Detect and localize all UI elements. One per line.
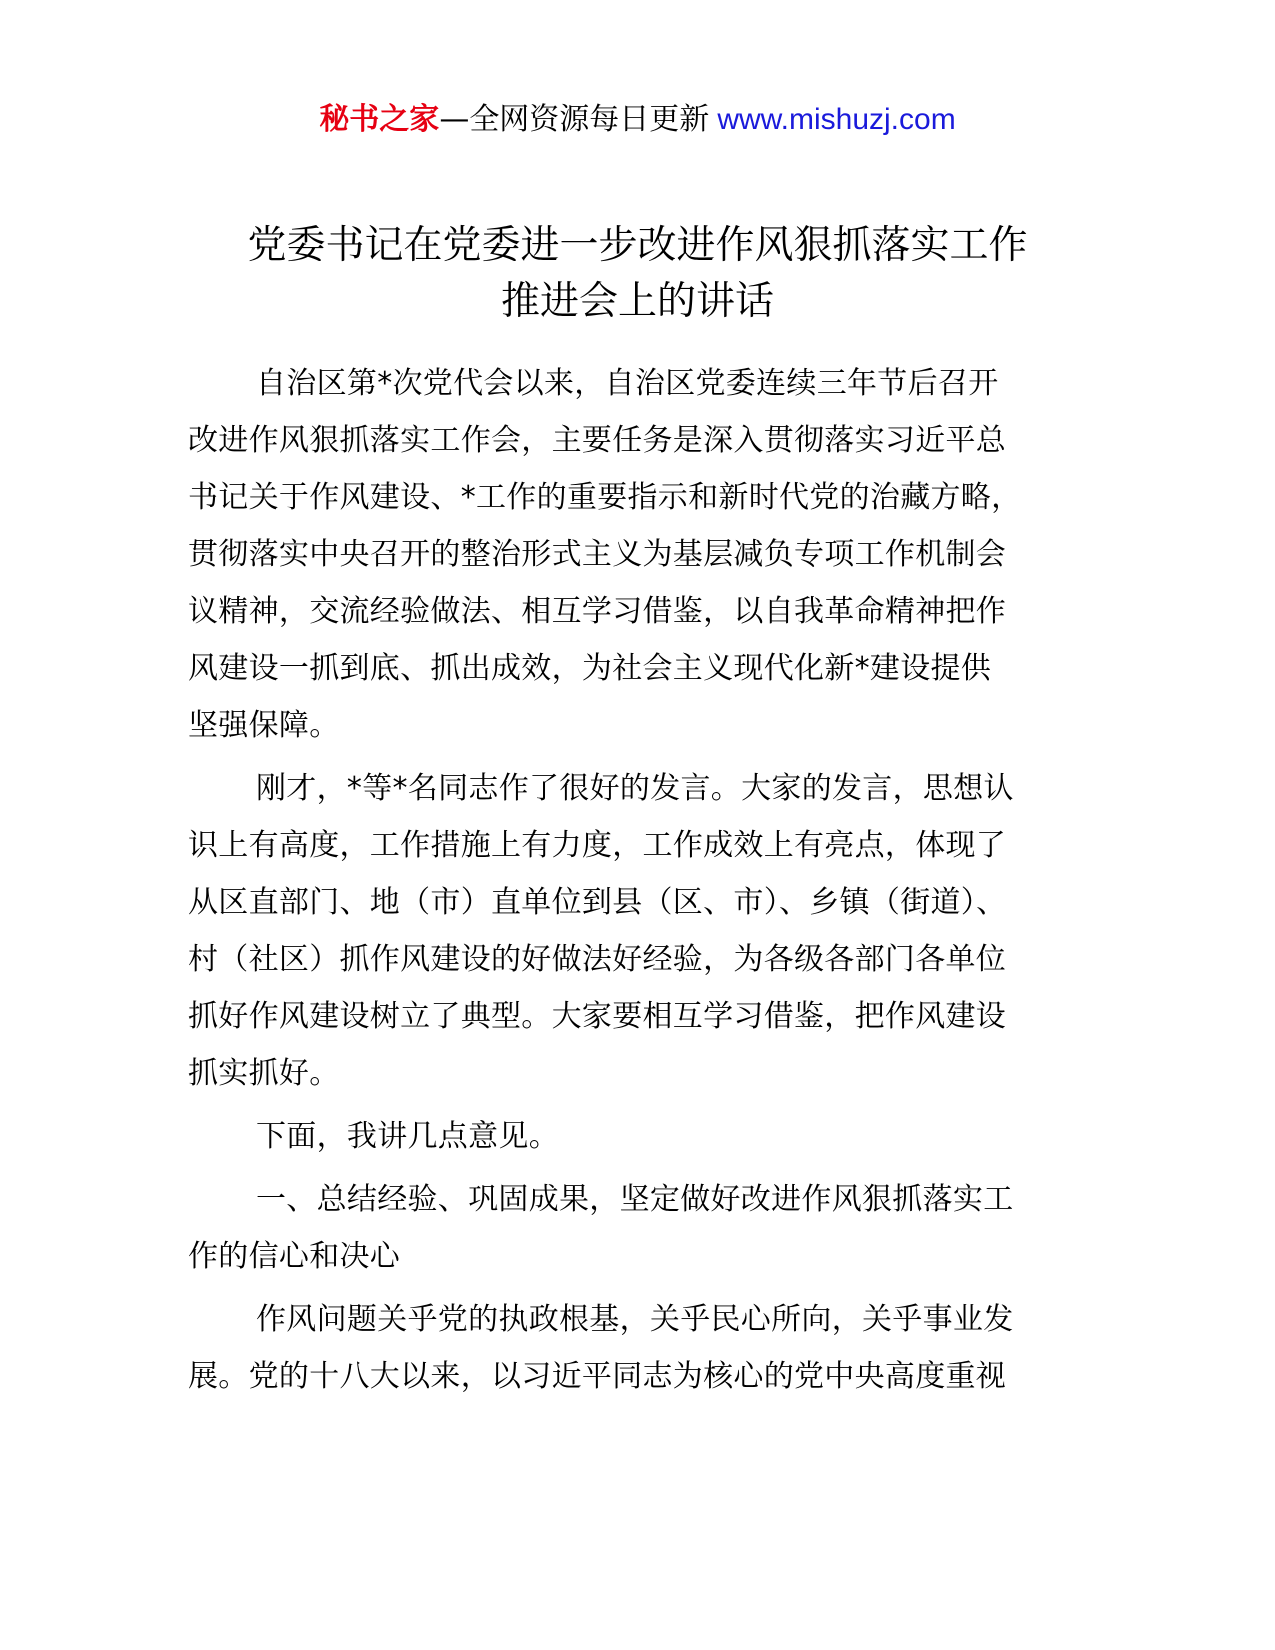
document-body bbox=[188, 355, 1108, 1411]
text-line: 一、总结经验、巩固成果，坚定做好改进作风狠抓落实工 bbox=[256, 1182, 1014, 1217]
text-line: 从区直部门、地（市）直单位到县（区、市）、乡镇（街道）、 bbox=[188, 885, 1007, 920]
text-line: 书记关于作风建设、*工作的重要指示和新时代党的治藏方略， bbox=[188, 480, 1022, 515]
text-line: 下面，我讲几点意见。 bbox=[256, 1119, 559, 1154]
paragraph-3 bbox=[188, 1108, 1108, 1165]
text-line: 识上有高度，工作措施上有力度，工作成效上有亮点，体现了 bbox=[188, 828, 1007, 863]
site-url-link[interactable]: www.mishuzj.com bbox=[717, 103, 956, 136]
text-line: 作风问题关乎党的执政根基，关乎民心所向，关乎事业发 bbox=[256, 1302, 1014, 1337]
paragraph-5 bbox=[188, 1291, 1108, 1405]
text-line: 自治区第*次党代会以来，自治区党委连续三年节后召开 bbox=[256, 366, 999, 401]
paragraph-2 bbox=[188, 760, 1108, 1102]
brand-name: 秘书之家 bbox=[319, 102, 440, 137]
text-line: 贯彻落实中央召开的整治形式主义为基层减负专项工作机制会 bbox=[188, 537, 1007, 572]
text-line: 展。党的十八大以来，以习近平同志为核心的党中央高度重视 bbox=[188, 1359, 1007, 1394]
site-header bbox=[0, 98, 1275, 142]
document-title bbox=[150, 218, 1125, 330]
text-line: 抓实抓好。 bbox=[188, 1056, 340, 1091]
text-line: 风建设一抓到底、抓出成效，为社会主义现代化新*建设提供 bbox=[188, 651, 992, 686]
paragraph-1 bbox=[188, 355, 1108, 754]
title-line-2: 推进会上的讲话 bbox=[500, 279, 774, 324]
text-line: 村（社区）抓作风建设的好做法好经验，为各级各部门各单位 bbox=[188, 942, 1007, 977]
text-line: 议精神，交流经验做法、相互学习借鉴，以自我革命精神把作 bbox=[188, 594, 1007, 629]
text-line: 作的信心和决心 bbox=[188, 1239, 401, 1274]
text-line: 刚才，*等*名同志作了很好的发言。大家的发言，思想认 bbox=[256, 771, 1014, 806]
text-line: 抓好作风建设树立了典型。大家要相互学习借鉴，把作风建设 bbox=[188, 999, 1007, 1034]
text-line: 坚强保障。 bbox=[188, 708, 340, 743]
title-line-1: 党委书记在党委进一步改进作风狠抓落实工作 bbox=[247, 223, 1028, 268]
text-line: 改进作风狠抓落实工作会，主要任务是深入贯彻落实习近平总 bbox=[188, 423, 1007, 458]
header-tagline: —全网资源每日更新 bbox=[439, 102, 710, 137]
section-heading-1 bbox=[188, 1171, 1108, 1285]
